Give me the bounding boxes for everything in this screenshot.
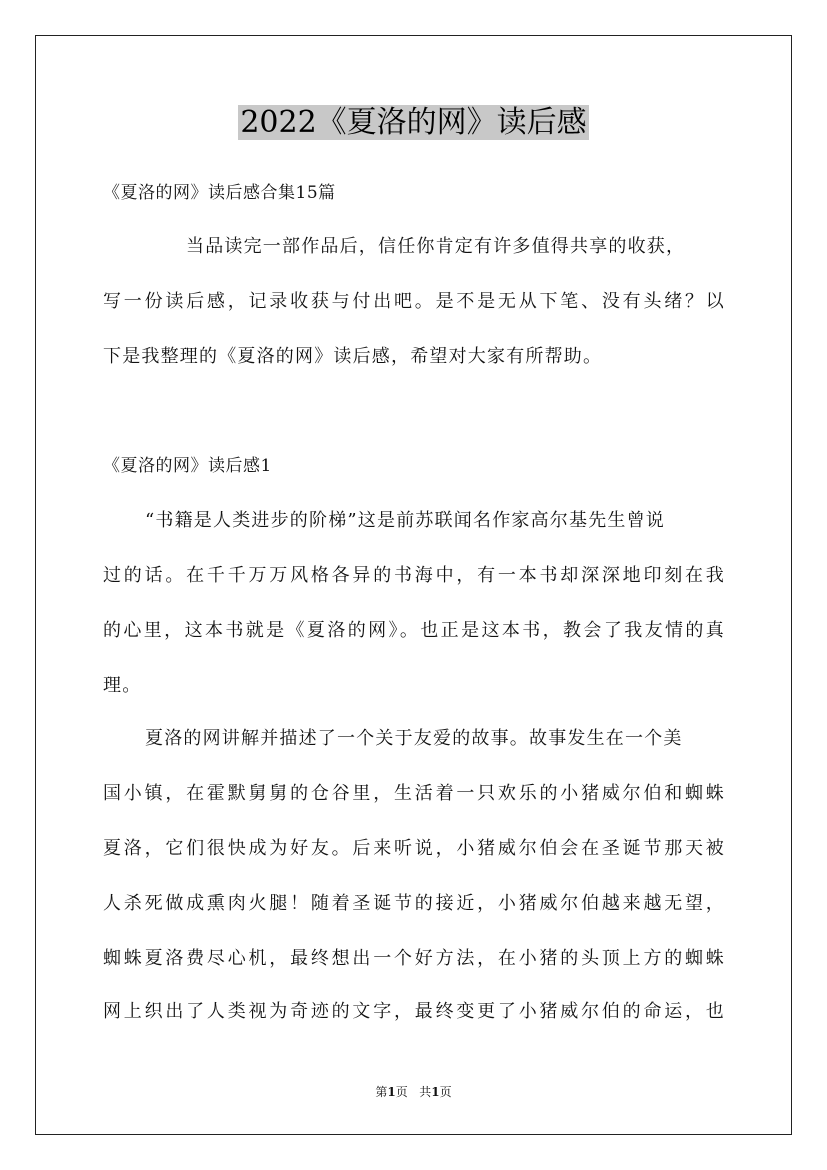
total-prefix: 共 bbox=[419, 1085, 432, 1099]
total-suffix: 页 bbox=[439, 1085, 452, 1099]
paragraph-line: “书籍是人类进步的阶梯”这是前苏联闻名作家高尔基先生曾说 bbox=[145, 510, 666, 531]
intro-line: 当品读完一部作品后，信任你肯定有许多值得共享的收获， bbox=[186, 236, 686, 257]
intro-line: 下是我整理的《夏洛的网》读后感，希望对大家有所帮助。 bbox=[103, 346, 603, 367]
paragraph-line: 的心里，这本书就是《夏洛的网》。也正是这本书，教会了我友情的真 bbox=[103, 620, 725, 641]
paragraph-line: 蜘蛛夏洛费尽心机，最终想出一个好方法，在小猪的头顶上方的蜘蛛 bbox=[103, 948, 725, 969]
paragraph-line: 理。 bbox=[103, 675, 142, 696]
paragraph-line: 过的话。在千千万万风格各异的书海中，有一本书却深深地印刻在我 bbox=[103, 565, 725, 586]
collection-subtitle: 《夏洛的网》读后感合集15篇 bbox=[103, 183, 336, 203]
page-suffix: 页 bbox=[395, 1085, 408, 1099]
paragraph-line: 夏洛，它们很快成为好友。后来听说，小猪威尔伯会在圣诞节那天被 bbox=[103, 838, 725, 859]
paragraph-line: 网上织出了人类视为奇迹的文字，最终变更了小猪威尔伯的命运，也 bbox=[103, 1001, 725, 1022]
intro-line: 写一份读后感，记录收获与付出吧。是不是无从下笔、没有头绪？以 bbox=[103, 291, 725, 312]
total-pages: 1 bbox=[431, 1085, 440, 1099]
page-footer bbox=[0, 1084, 827, 1100]
document-title bbox=[0, 103, 827, 143]
document-title-text: 2022《夏洛的网》读后感 bbox=[240, 105, 587, 140]
paragraph-line: 国小镇，在霍默舅舅的仓谷里，生活着一只欢乐的小猪威尔伯和蜘蛛 bbox=[103, 783, 725, 804]
paragraph-line: 夏洛的网讲解并描述了一个关于友爱的故事。故事发生在一个美 bbox=[145, 728, 683, 749]
page-prefix: 第 bbox=[375, 1085, 388, 1099]
section-heading: 《夏洛的网》读后感1 bbox=[103, 456, 272, 476]
paragraph-line: 人杀死做成熏肉火腿！随着圣诞节的接近，小猪威尔伯越来越无望， bbox=[103, 893, 725, 914]
page-number: 1 bbox=[387, 1085, 396, 1099]
